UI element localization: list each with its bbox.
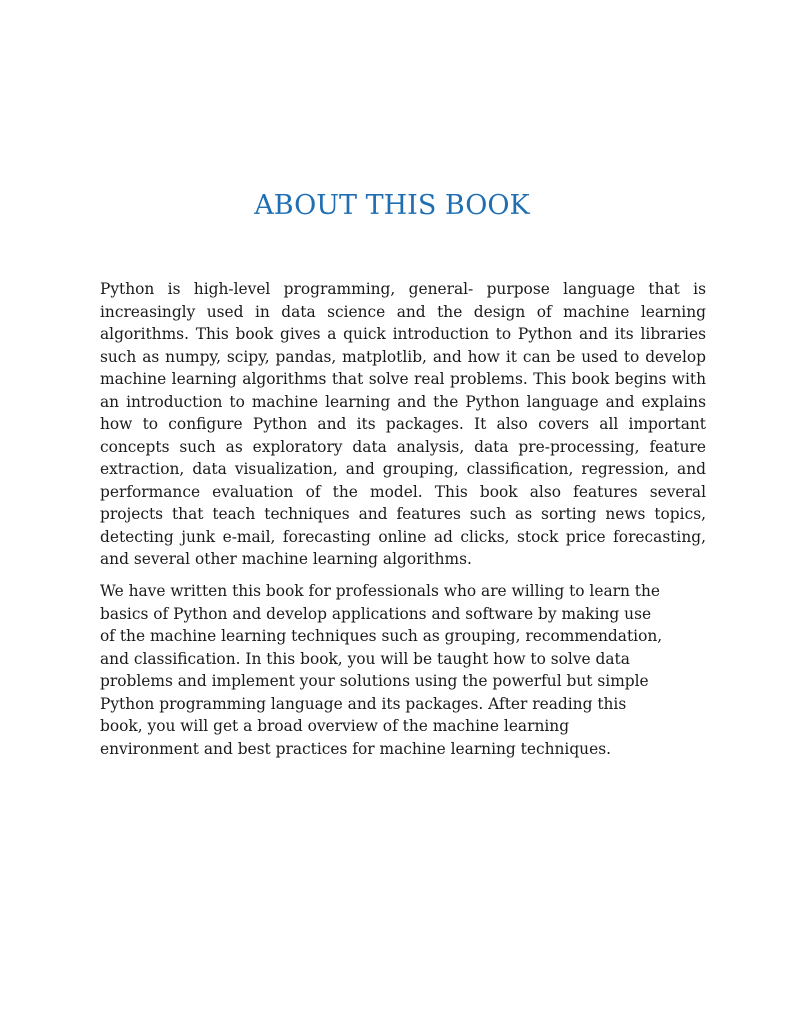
paragraph-line: book, you will get a broad overview of the machine learning [100, 717, 570, 735]
paragraph-line: Python programming language and its packages. After reading this [100, 694, 627, 713]
paragraph-line: of the machine learning techniques such as grouping, recommendation, [100, 627, 663, 645]
paragraph-line: problems and implement your solutions using the powerful but simple [100, 672, 649, 690]
page-title: ABOUT THIS BOOK [254, 190, 530, 221]
paragraph-line: basics of Python and develop applications and software by making use [100, 604, 652, 623]
paragraph-line: We have written this book for professionals who are willing to learn the [100, 582, 660, 600]
paragraph-intro: Python is high-level programming, general- purpose language that is increasingly used in data science and the design of machine learning algorithms. This book gives a quick introduction to Python and its libraries such as numpy, scipy, pandas, matplotlib, and how it can be used to develop machine learning algorithms that solve real problems. This book begins with an introduction to machine learning and the Python language and explains how to configure Python and its packages. It also covers all important concepts such as exploratory data analysis, data pre-processing, feature extraction, data visualization, and grouping, classification, regression, and performance evaluation of the model. This book also features several projects that teach techniques and features such as sorting news topics, detecting junk e-mail, forecasting online ad clicks, stock price forecasting, and several other machine learning algorithms. [100, 280, 706, 568]
paragraph-line: environment and best practices for machine learning techniques. [100, 739, 611, 758]
paragraph-line: and classification. In this book, you will be taught how to solve data [100, 649, 630, 668]
paragraph-audience [100, 580, 680, 760]
